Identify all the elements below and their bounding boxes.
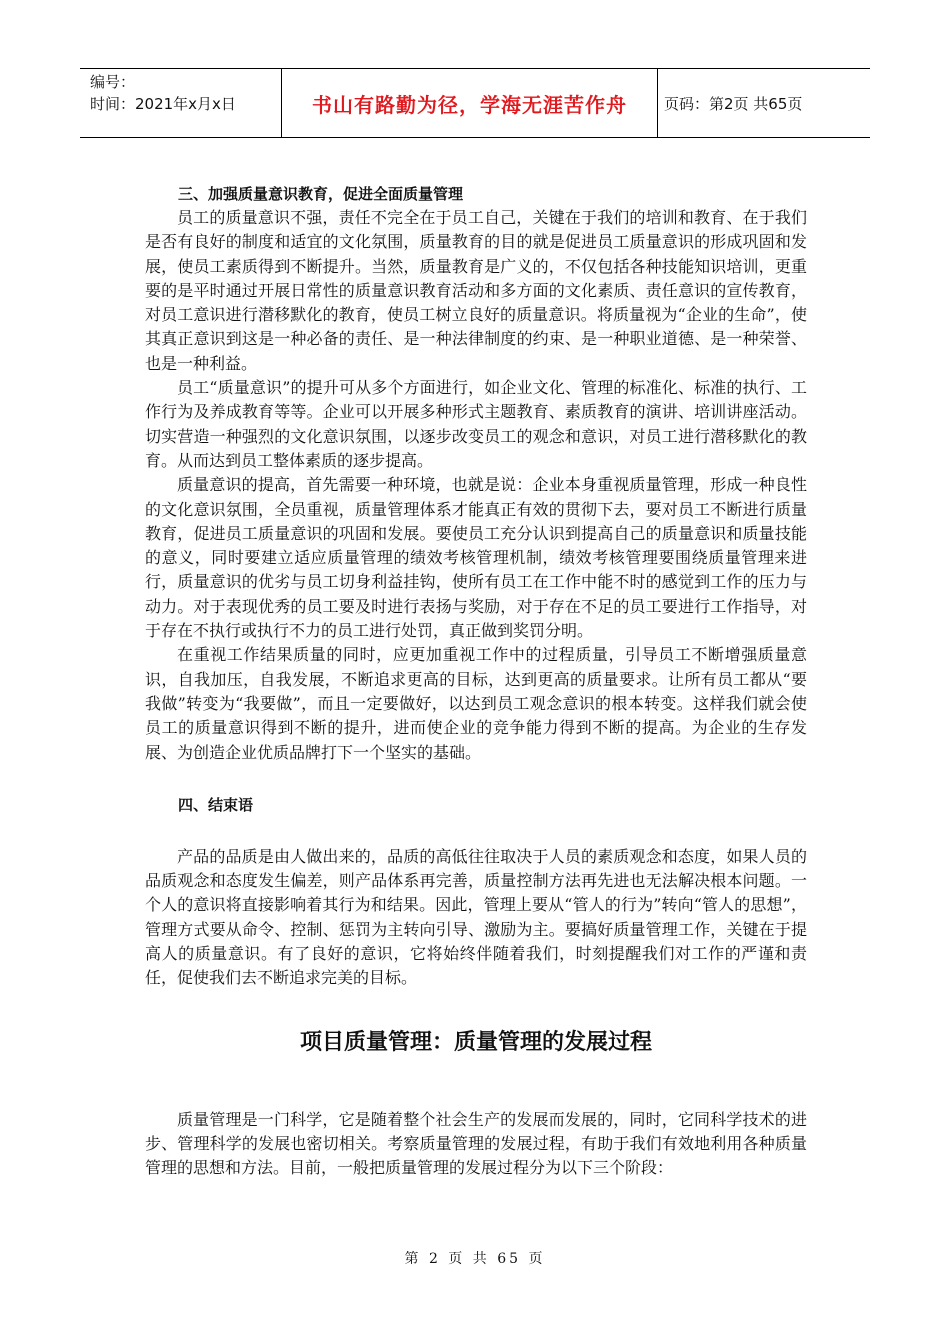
- section-3-paragraph-4: 在重视工作结果质量的同时，应更加重视工作中的过程质量，引导员工不断增强质量意识，自我加压，自我发展，不断追求更高的目标，达到更高的质量要求。让所有员工都从“要我做”转变为“我要做”，而且一定要做好，以达到员工观念意识的根本转变。这样我们就会使员工的质量意识得到不断的提升，进而使企业的竞争能力得到不断的提高。为企业的生存发展、为创造企业优质品牌打下一个坚实的基础。: [145, 645, 807, 762]
- header-motto: 书山有路勤为径，学海无涯苦作舟: [282, 69, 658, 137]
- section-3-paragraph-2: 员工“质量意识”的提升可从多个方面进行，如企业文化、管理的标准化、标准的执行、工作行为及养成教育等等。企业可以开展多种形式主题教育、素质教育的演讲、培训讲座活动。切实营造一种强烈的文化意识氛围，以逐步改变员工的观念和意识，对员工进行潜移默化的教育。从而达到员工整体素质的逐步提高。: [145, 378, 807, 470]
- section-4-paragraph: 产品的品质是由人做出来的，品质的高低往往取决于人员的素质观念和态度，如果人员的品质观念和态度发生偏差，则产品体系再完善，质量控制方法再先进也无法解决根本问题。一个人的意识将直接影响着其行为和结果。因此，管理上要从“管人的行为”转向“管人的思想”，管理方式要从命令、控制、惩罚为主转向引导、激励为主。要搞好质量管理工作，关键在于提高人的质量意识。有了良好的意识，它将始终伴随着我们，时刻提醒我们对工作的严谨和责任，促使我们去不断追求完美的目标。: [145, 846, 807, 988]
- header-page-info: 页码：第2页 共65页: [664, 94, 803, 113]
- document-header: [80, 68, 870, 138]
- article-title: 项目质量管理：质量管理的发展过程: [299, 1029, 652, 1055]
- section-3-heading: 三、加强质量意识教育，促进全面质量管理: [178, 185, 464, 203]
- document-number-label: 编号：: [90, 73, 136, 91]
- header-meta-cell: [80, 69, 282, 137]
- section-4-heading: 四、结束语: [178, 795, 254, 814]
- article-paragraph: 质量管理是一门科学，它是随着整个社会生产的发展而发展的，同时，它同科学技术的进步、管理科学的发展也密切相关。考察质量管理的发展过程，有助于我们有效地利用各种质量管理的思想和方法。目前，一般把质量管理的发展过程分为以下三个阶段：: [145, 1109, 807, 1178]
- section-3-paragraph-1: 员工的质量意识不强，责任不完全在于员工自己，关键在于我们的培训和教育、在于我们是否有良好的制度和适宜的文化氛围，质量教育的目的就是促进员工质量意识的形成巩固和发展，使员工素质得到不断提升。当然，质量教育是广义的，不仅包括各种技能知识培训，更重要的是平时通过开展日常性的质量意识教育活动和多方面的文化素质、责任意识的宣传教育，对员工意识进行潜移默化的教育，使员工树立良好的质量意识。将质量视为“企业的生命”，使其真正意识到这是一种必备的责任、是一种法律制度的约束、是一种职业道德、是一种荣誉、也是一种利益。: [145, 208, 807, 373]
- section-3-paragraph-3: 质量意识的提高，首先需要一种环境，也就是说：企业本身重视质量管理，形成一种良性的文化意识氛围，全员重视，质量管理体系才能真正有效的贯彻下去，要对员工不断进行质量教育，促进员工质量意识的巩固和发展。要使员工充分认识到提高自己的质量意识和质量技能的意义，同时要建立适应质量管理的绩效考核管理机制，绩效考核管理要围绕质量管理来进行，质量意识的优劣与员工切身利益挂钩，使所有员工在工作中能不时的感觉到工作的压力与动力。对于表现优秀的员工要及时进行表扬与奖励，对于存在不足的员工要进行工作指导，对于存在不执行或执行不力的员工进行处罚，真正做到奖罚分明。: [145, 475, 807, 641]
- document-body: [145, 182, 807, 1181]
- document-date: 时间：2021年x月x日: [90, 95, 236, 113]
- page-footer: 第 2 页 共 65 页: [404, 1251, 546, 1267]
